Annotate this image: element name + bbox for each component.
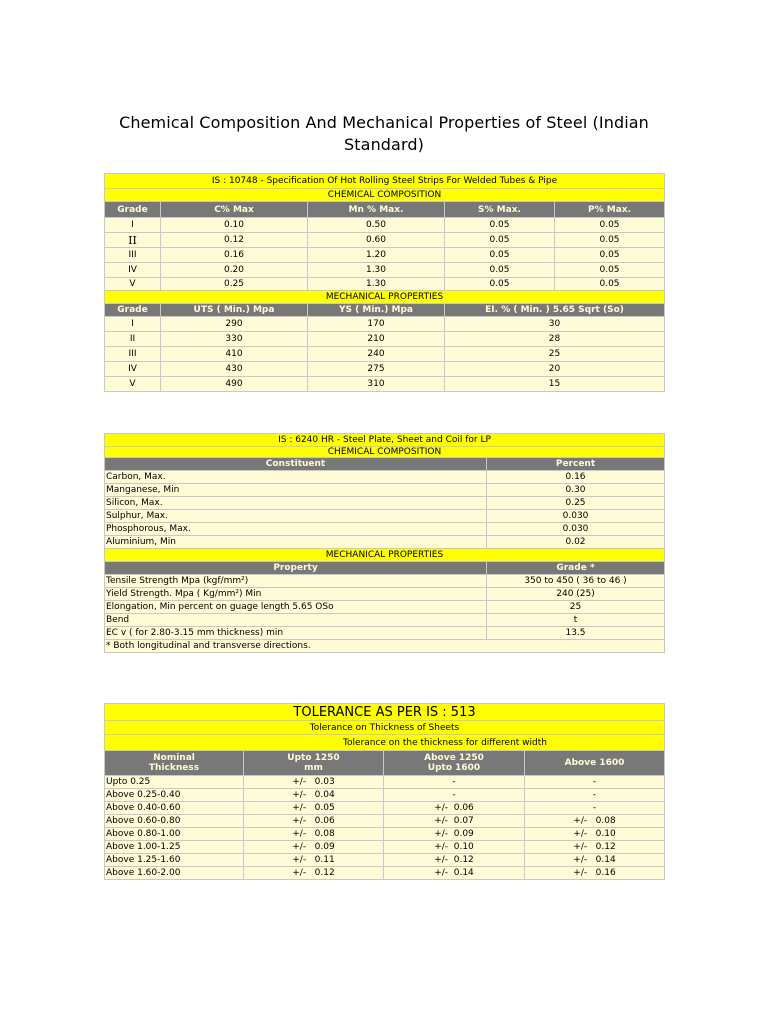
table-cell: 0.50 xyxy=(308,218,445,233)
column-header: YS ( Min.) Mpa xyxy=(308,304,445,317)
table-cell: 430 xyxy=(161,362,308,377)
table-cell: +/- 0.12 xyxy=(244,867,384,880)
column-header: C% Max xyxy=(161,202,308,218)
table-cell: 15 xyxy=(445,377,665,392)
table-row xyxy=(105,377,665,392)
header-line: Above 1250 xyxy=(424,753,484,763)
table-cell: 28 xyxy=(445,332,665,347)
table2-mech-title: MECHANICAL PROPERTIES xyxy=(105,549,665,562)
table-cell: +/- 0.03 xyxy=(244,776,384,789)
table-row xyxy=(105,802,665,815)
table3-width-title: Tolerance on the thickness for different width xyxy=(105,735,665,751)
column-header: Mn % Max. xyxy=(308,202,445,218)
column-header: EI. % ( Min. ) 5.65 Sqrt (So) xyxy=(445,304,665,317)
column-header-above-1250 xyxy=(384,751,525,776)
table-cell: +/- 0.08 xyxy=(525,815,665,828)
table-cell: 1.30 xyxy=(308,263,445,278)
table-cell: Upto 0.25 xyxy=(105,776,244,789)
table1-chem-title: CHEMICAL COMPOSITION xyxy=(105,189,665,202)
table-cell: Tensile Strength Mpa (kgf/mm²) xyxy=(105,575,487,588)
table-cell: Phosphorous, Max. xyxy=(105,523,487,536)
table-cell: 0.05 xyxy=(555,248,665,263)
table-cell: 20 xyxy=(445,362,665,377)
table-cell: 290 xyxy=(161,317,308,332)
table-row xyxy=(105,601,665,614)
table-cell: +/- 0.08 xyxy=(244,828,384,841)
table-cell: Above 1.60-2.00 xyxy=(105,867,244,880)
table-row xyxy=(105,497,665,510)
table-row xyxy=(105,278,665,291)
table-cell: 0.05 xyxy=(555,233,665,248)
table-cell: IV xyxy=(105,362,161,377)
table-cell: +/- 0.06 xyxy=(384,802,525,815)
table-cell: V xyxy=(105,278,161,291)
table-cell: +/- 0.05 xyxy=(244,802,384,815)
table-row xyxy=(105,536,665,549)
table-cell: 0.05 xyxy=(445,233,555,248)
table-cell: 240 (25) xyxy=(487,588,665,601)
column-header: S% Max. xyxy=(445,202,555,218)
table-row xyxy=(105,347,665,362)
table-row xyxy=(105,815,665,828)
table-cell: 0.25 xyxy=(161,278,308,291)
table-cell: 0.05 xyxy=(445,278,555,291)
table-cell: Aluminium, Min xyxy=(105,536,487,549)
page-title-line-2: Standard) xyxy=(344,135,424,154)
table-cell: Above 1.25-1.60 xyxy=(105,854,244,867)
table-cell: 275 xyxy=(308,362,445,377)
table-cell: I xyxy=(105,317,161,332)
table-cell: +/- 0.16 xyxy=(525,867,665,880)
table-cell: +/- 0.06 xyxy=(244,815,384,828)
table-cell: Bend xyxy=(105,614,487,627)
table-cell: 0.16 xyxy=(161,248,308,263)
column-header: Grade * xyxy=(487,562,665,575)
table-row xyxy=(105,575,665,588)
table-cell: Above 0.25-0.40 xyxy=(105,789,244,802)
table-cell: III xyxy=(105,347,161,362)
table-row xyxy=(105,523,665,536)
header-line: Nominal xyxy=(153,753,195,763)
table-cell: t xyxy=(487,614,665,627)
table-cell: 350 to 450 ( 36 to 46 ) xyxy=(487,575,665,588)
table-row xyxy=(105,362,665,377)
table-cell: Above 0.80-1.00 xyxy=(105,828,244,841)
table-cell: Carbon, Max. xyxy=(105,471,487,484)
page-title-line-1: Chemical Composition And Mechanical Properties of Steel (Indian xyxy=(119,113,649,132)
table-row xyxy=(105,263,665,278)
table-cell: 25 xyxy=(487,601,665,614)
table-cell: 0.20 xyxy=(161,263,308,278)
table-cell: 30 xyxy=(445,317,665,332)
table2-mech-header-row xyxy=(105,562,665,575)
table-row xyxy=(105,317,665,332)
table-cell: +/- 0.09 xyxy=(384,828,525,841)
footnote: * Both longitudinal and transverse directions. xyxy=(105,640,665,653)
table-cell: +/- 0.12 xyxy=(525,841,665,854)
table-cell: - xyxy=(384,789,525,802)
table-cell: 13.5 xyxy=(487,627,665,640)
table-cell: II xyxy=(105,233,161,248)
table-cell: Above 0.60-0.80 xyxy=(105,815,244,828)
table-cell: - xyxy=(525,789,665,802)
table-row xyxy=(105,841,665,854)
table1-chem-header-row xyxy=(105,202,665,218)
table-cell: 410 xyxy=(161,347,308,362)
header-line: Upto 1600 xyxy=(427,763,481,773)
column-header: Constituent xyxy=(105,458,487,471)
table-cell: Above 1.00-1.25 xyxy=(105,841,244,854)
table-cell: +/- 0.12 xyxy=(384,854,525,867)
table-cell: Above 0.40-0.60 xyxy=(105,802,244,815)
table-cell: 0.030 xyxy=(487,523,665,536)
table-cell: 170 xyxy=(308,317,445,332)
table-cell: 0.16 xyxy=(487,471,665,484)
table-cell: 310 xyxy=(308,377,445,392)
column-header-above-1600: Above 1600 xyxy=(525,751,665,776)
table-cell: Silicon, Max. xyxy=(105,497,487,510)
table-cell: 0.02 xyxy=(487,536,665,549)
table-cell: 240 xyxy=(308,347,445,362)
table-row xyxy=(105,484,665,497)
table1-mech-title: MECHANICAL PROPERTIES xyxy=(105,291,665,304)
table-cell: 0.05 xyxy=(445,263,555,278)
table-cell: - xyxy=(384,776,525,789)
table-row xyxy=(105,828,665,841)
table-row xyxy=(105,789,665,802)
table-row xyxy=(105,248,665,263)
table-row xyxy=(105,867,665,880)
table-cell: 0.05 xyxy=(445,218,555,233)
table-row xyxy=(105,510,665,523)
table-cell: III xyxy=(105,248,161,263)
table-footnote-row xyxy=(105,640,665,653)
table-row xyxy=(105,233,665,248)
table-is-6240 xyxy=(104,433,665,653)
table-cell: Sulphur, Max. xyxy=(105,510,487,523)
table-row xyxy=(105,776,665,789)
table-cell: 0.10 xyxy=(161,218,308,233)
table-cell: 330 xyxy=(161,332,308,347)
table-cell: Manganese, Min xyxy=(105,484,487,497)
header-line: Upto 1250 xyxy=(287,753,340,763)
table-row xyxy=(105,218,665,233)
column-header-nominal-thickness xyxy=(105,751,244,776)
table-cell: 0.25 xyxy=(487,497,665,510)
table-cell: +/- 0.11 xyxy=(244,854,384,867)
table-row xyxy=(105,332,665,347)
page-title xyxy=(60,112,708,156)
table3-subtitle: Tolerance on Thickness of Sheets xyxy=(105,721,665,735)
column-header: Percent xyxy=(487,458,665,471)
table-cell: +/- 0.04 xyxy=(244,789,384,802)
table-cell: 0.030 xyxy=(487,510,665,523)
table-cell: +/- 0.14 xyxy=(525,854,665,867)
header-line: Thickness xyxy=(148,763,200,773)
table-cell: EC v ( for 2.80-3.15 mm thickness) min xyxy=(105,627,487,640)
table-row xyxy=(105,614,665,627)
table-cell: 210 xyxy=(308,332,445,347)
table-cell: 1.20 xyxy=(308,248,445,263)
table-cell: 0.05 xyxy=(555,263,665,278)
table-tolerance-is-513 xyxy=(104,703,665,880)
column-header-upto-1250 xyxy=(244,751,384,776)
table-row xyxy=(105,471,665,484)
table-cell: II xyxy=(105,332,161,347)
table1-spec-title: IS : 10748 - Specification Of Hot Rolling Steel Strips For Welded Tubes & Pipe xyxy=(105,174,665,189)
table-is-10748 xyxy=(104,173,665,392)
table-cell: V xyxy=(105,377,161,392)
table-cell: 0.05 xyxy=(445,248,555,263)
column-header: P% Max. xyxy=(555,202,665,218)
table-cell: 0.05 xyxy=(555,218,665,233)
table-cell: 0.30 xyxy=(487,484,665,497)
table2-chem-header-row xyxy=(105,458,665,471)
table2-chem-title: CHEMICAL COMPOSITION xyxy=(105,447,665,458)
table-cell: 0.05 xyxy=(555,278,665,291)
table-cell: +/- 0.09 xyxy=(244,841,384,854)
table3-header-row xyxy=(105,751,665,776)
table-cell: IV xyxy=(105,263,161,278)
table-cell: +/- 0.10 xyxy=(384,841,525,854)
table-row xyxy=(105,854,665,867)
table-cell: +/- 0.10 xyxy=(525,828,665,841)
column-header: UTS ( Min.) Mpa xyxy=(161,304,308,317)
table-cell: 25 xyxy=(445,347,665,362)
table1-mech-header-row xyxy=(105,304,665,317)
table2-spec-title: IS : 6240 HR - Steel Plate, Sheet and Coil for LP xyxy=(105,434,665,447)
table-cell: I xyxy=(105,218,161,233)
table-cell: 0.60 xyxy=(308,233,445,248)
table-cell: - xyxy=(525,802,665,815)
column-header: Grade xyxy=(105,202,161,218)
column-header: Grade xyxy=(105,304,161,317)
table-cell: +/- 0.07 xyxy=(384,815,525,828)
column-header: Property xyxy=(105,562,487,575)
table-cell: Elongation, Min percent on guage length 5.65 OSo xyxy=(105,601,487,614)
table-cell: +/- 0.14 xyxy=(384,867,525,880)
table-cell: 490 xyxy=(161,377,308,392)
table-cell: 1.30 xyxy=(308,278,445,291)
table-cell: 0.12 xyxy=(161,233,308,248)
header-line: mm xyxy=(304,763,323,773)
table-row xyxy=(105,588,665,601)
table-cell: Yield Strength. Mpa ( Kg/mm²) Min xyxy=(105,588,487,601)
table3-title: TOLERANCE AS PER IS : 513 xyxy=(105,704,665,721)
table-cell: - xyxy=(525,776,665,789)
table-row xyxy=(105,627,665,640)
